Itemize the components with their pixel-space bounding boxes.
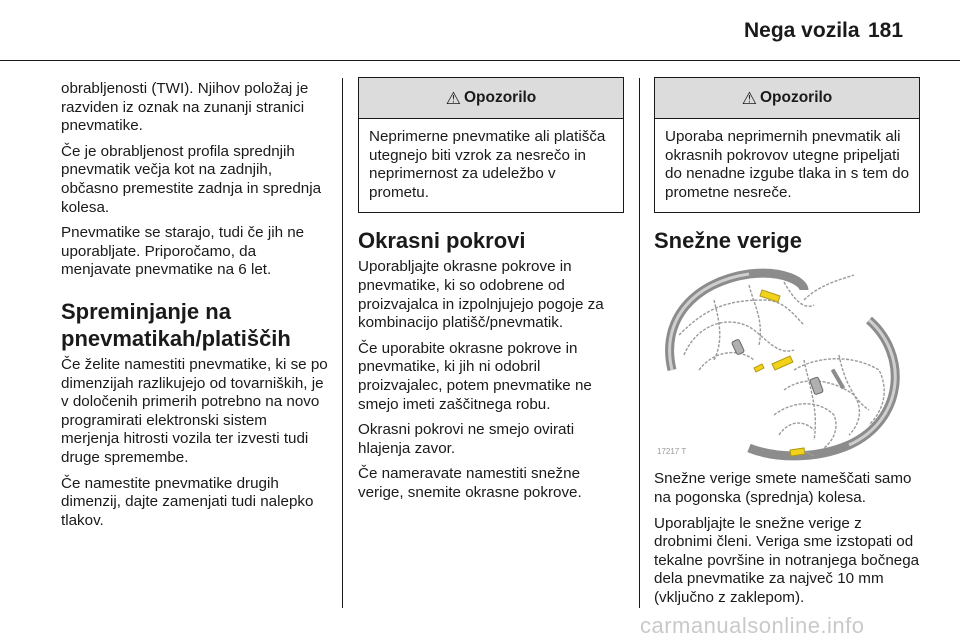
- warning-text: Neprimerne pnevmatike ali platišča utegnejo biti vzrok za nesrečo in neprimernost za udeležbo v prometu.: [369, 128, 606, 201]
- section-heading: Spreminjanje na pnevmatikah/platiščih: [61, 298, 291, 351]
- section-title: Nega vozila: [744, 19, 860, 42]
- warning-title: Opozorilo: [463, 89, 537, 106]
- paragraph: obrabljenosti (TWI). Njihov položaj je razviden iz oznak na zunanji stranici pnevmatike.: [61, 80, 309, 135]
- warning-box: [358, 77, 624, 213]
- column-3: [654, 77, 922, 615]
- paragraph: Če uporabite okrasne pokrove in pnevmatike, ki jih ni odobril proizvajalec, potem pnevmatike ne smejo imeti zaščitnega robu.: [358, 339, 592, 413]
- warning-header: [655, 78, 919, 119]
- page-header: [0, 0, 960, 61]
- watermark: carmanualsonline.info: [640, 613, 865, 638]
- warning-triangle-icon: ⚠: [741, 88, 757, 108]
- paragraph: Uporabljajte okrasne pokrove in pnevmatike, ki so odobrene od proizvajalca in izpolnjujejo pogoje za kombinacijo platišč/pnevmatik.: [358, 258, 604, 332]
- snow-chain-drawing: [654, 260, 916, 464]
- paragraph: Okrasni pokrovi ne smejo ovirati hlajenja zavor.: [358, 421, 575, 457]
- warning-title: Opozorilo: [759, 89, 833, 106]
- warning-text: Uporaba neprimernih pnevmatik ali okrasnih pokrovov utegne pripeljati do nenadne izgube tlaka in s tem do prometne nesreče.: [665, 128, 910, 201]
- column-2: [358, 77, 626, 510]
- warning-box: [654, 77, 920, 213]
- paragraph: Pnevmatike se starajo, tudi če jih ne uporabljate. Priporočamo, da menjavate pnevmatike na 6 let.: [61, 224, 305, 279]
- warning-header: [359, 78, 623, 119]
- paragraph: Uporabljajte le snežne verige z drobnimi členi. Veriga sme izstopati od tekalne površine in notranjega bočnega dela pnevmatike za največ 10 mm (vključno z zaklepom).: [654, 514, 920, 606]
- figure-id: 17217 T: [657, 447, 687, 457]
- section-heading: Snežne verige: [654, 228, 802, 254]
- paragraph: Če nameravate namestiti snežne verige, snemite okrasne pokrove.: [358, 465, 582, 501]
- column-1: [61, 80, 329, 537]
- column-divider: [342, 78, 343, 608]
- paragraph: Če je obrabljenost profila sprednjih pnevmatik večja kot na zadnjih, občasno premestite zadnja in sprednja kolesa.: [61, 142, 322, 216]
- section-heading: Okrasni pokrovi: [358, 228, 526, 254]
- paragraph: Če namestite pnevmatike drugih dimenzij, dajte zamenjati tudi nalepko tlakov.: [61, 474, 314, 529]
- paragraph: Če želite namestiti pnevmatike, ki se po dimenzijah razlikujejo od tovarniških, je v določenih primerih potrebno na novo programirati elektronski sistem merjenja hitrosti vozila ter izvesti tudi druge spremembe.: [61, 355, 328, 466]
- page-number: 181: [868, 19, 904, 42]
- warning-triangle-icon: ⚠: [445, 88, 461, 108]
- snow-chain-illustration: [654, 260, 916, 464]
- paragraph: Snežne verige smete nameščati samo na pogonska (sprednja) kolesa.: [654, 470, 912, 506]
- column-divider: [639, 78, 640, 608]
